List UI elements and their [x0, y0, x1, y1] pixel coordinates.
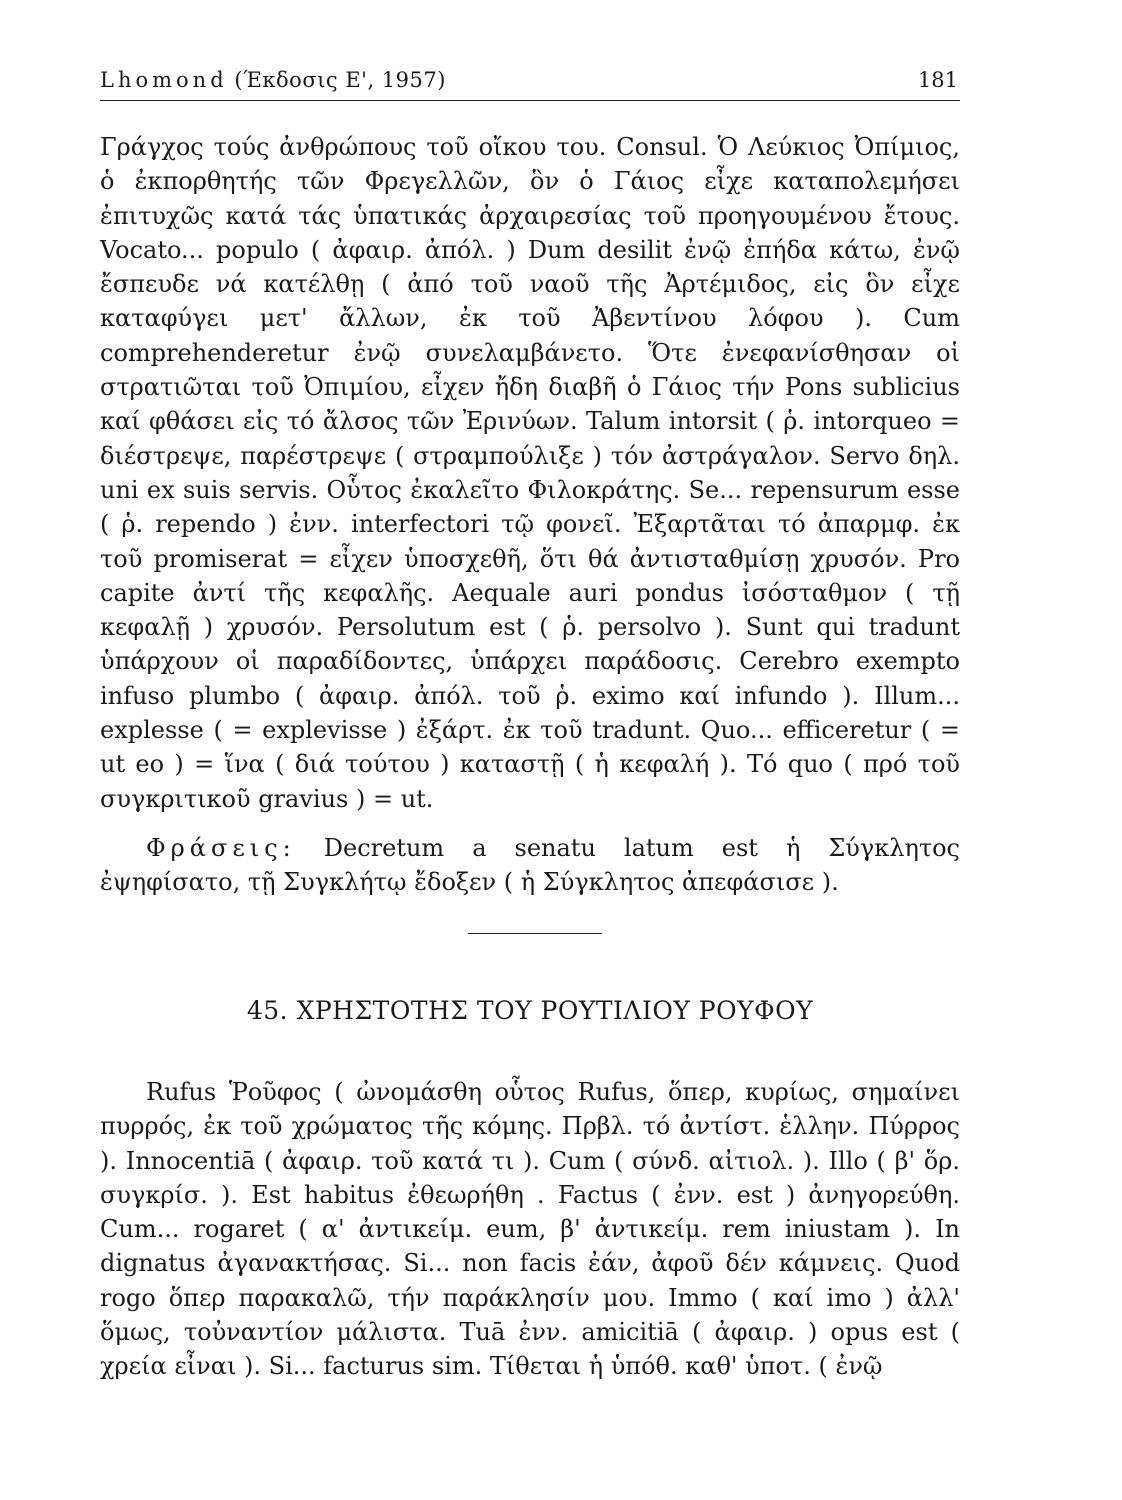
header-author: Lhomond [100, 68, 228, 92]
page-number: 181 [917, 68, 958, 92]
header-left [100, 68, 446, 92]
phrases-block [100, 831, 960, 900]
phrases-label: Φράσεις: [146, 834, 296, 862]
section-divider [468, 933, 602, 934]
phrases-text: Decretum a senatu latum est ἡ Σύγκλητος ἐψηφίσατο, τῇ Συγκλήτῳ ἔδοξεν ( ἡ Σύγκλητος ἀπεφάσισε ). [100, 834, 960, 897]
section-title: 45. ΧΡΗΣΤΟΤΗΣ ΤΟΥ ΡΟΥΤΙΛΙΟΥ ΡΟΥΦΟΥ [246, 996, 814, 1025]
phrases-paragraph [100, 831, 960, 900]
header-edition: (Έκδοσις Ε', 1957) [234, 68, 446, 92]
section-body [100, 1075, 960, 1384]
running-header [100, 66, 960, 101]
section-paragraph: Rufus Ῥοῦφος ( ὠνομάσθη οὗτος Rufus, ὅπερ, κυρίως, σημαίνει πυρρός, ἐκ τοῦ χρώματος τῆς κόμης. Πρβλ. τό ἀντίστ. ἑλλην. Πύρρος ). Innocentiā ( ἀφαιρ. τοῦ κατά τι ). Cum ( σύνδ. αἰτιολ. ). Illo ( β' ὅρ. συγκρίσ. ). Est habitus ἐθεωρήθη . Factus ( ἐνν. est ) ἀνηγορεύθη. Cum... rogaret ( α' ἀντικείμ. eum, β' ἀντικείμ. rem iniustam ). In dignatus ἀγανακτήσας. Si... non facis ἐάν, ἀφοῦ δέν κάμνεις. Quod rogo ὅπερ παρακαλῶ, τήν παράκλησίν μου. Immo ( καί imo ) ἀλλ' ὅμως, τοὐναντίον μάλιστα. Tuā ἐνν. amicitiā ( ἀφαιρ. ) opus est ( χρεία εἶναι ). Si... facturus sim. Τίθεται ἡ ὑπόθ. καθ' ὑποτ. ( ἐνῷ [100, 1078, 960, 1381]
paragraph-text: Γράγχος τούς ἀνθρώπους τοῦ οἴκου του. Consul. Ὁ Λεύκιος Ὀπίμιος, ὁ ἐκπορθητής τῶν Φρεγελλῶν, ὃν ὁ Γάιος εἶχε καταπολεμήσει ἐπιτυχῶς κατά τάς ὑπατικάς ἀρχαιρεσίας τοῦ προηγουμένου ἔτους. Vocato... populo ( ἀφαιρ. ἀπόλ. ) Dum desilit ἐνῷ ἐπήδα κάτω, ἐνῷ ἔσπευδε νά κατέλθῃ ( ἀπό τοῦ ναοῦ τῆς Ἀρτέμιδος, εἰς ὃν εἶχε καταφύγει μετ' ἄλλων, ἐκ τοῦ Ἀβεντίνου λόφου ). Cum comprehenderetur ἐνῷ συνελαμβάνετο. Ὅτε ἐνεφανίσθησαν οἱ στρατιῶται τοῦ Ὀπιμίου, εἶχεν ἤδη διαβῆ ὁ Γάιος τήν Pons sublicius καί φθάσει εἰς τό ἄλσος τῶν Ἐρινύων. Talum intorsit ( ῥ. intorqueo = διέστρεψε, παρέστρεψε ( στραμπούλιξε ) τόν ἀστράγαλον. Servo δηλ. uni ex suis servis. Οὗτος ἐκαλεῖτο Φιλοκράτης. Se... repensurum esse ( ῥ. rependo ) ἐνν. interfectori τῷ φονεῖ. Ἐξαρτᾶται τό ἀπαρμφ. ἐκ τοῦ promiserat = εἶχεν ὑποσχεθῆ, ὅτι θά ἀντισταθμίσῃ χρυσόν. Pro capite ἀντί τῆς κεφαλῆς. Aequale auri pondus ἰσόσταθμον ( τῇ κεφαλῇ ) χρυσόν. Persolutum est ( ῥ. persolvo ). Sunt qui tradunt ὑπάρχουν οἱ παραδίδοντες, ὑπάρχει παράδοσις. Cerebro exempto infuso plumbo ( ἀφαιρ. ἀπόλ. τοῦ ῥ. eximo καί infundo ). Illum... explesse ( = explevisse ) ἐξάρτ. ἐκ τοῦ tradunt. Quo... efficeretur ( = ut eo ) = ἵνα ( διά τούτου ) καταστῇ ( ἡ κεφαλή ). Τό quo ( πρό τοῦ συγκριτικοῦ gravius ) = ut. [100, 133, 960, 813]
commentary-paragraph [100, 130, 960, 816]
